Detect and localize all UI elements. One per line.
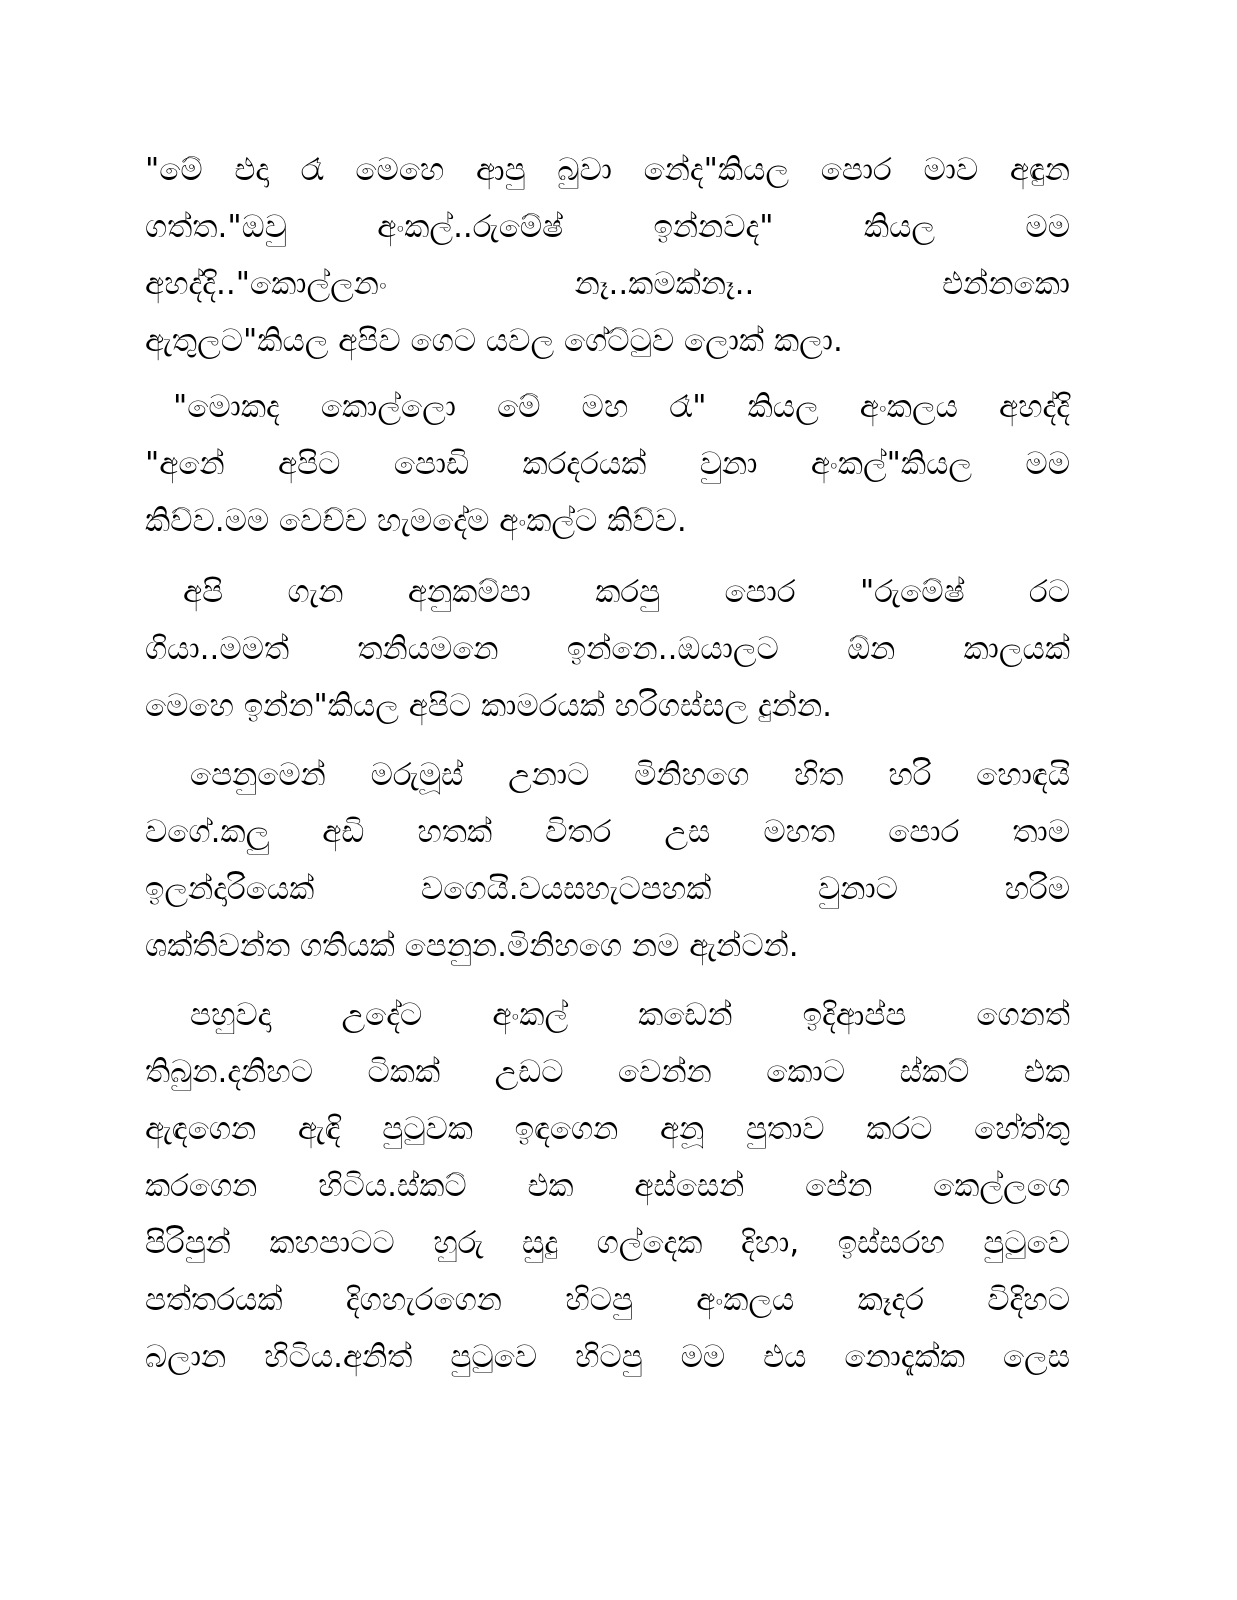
text-line: ඉලන්දාරියෙක් වගෙයි.වයසහැටපහක් වුනාට හරිම bbox=[145, 871, 1070, 907]
text-line: පෙනුමෙන් මරුමූස් උනාට මිනිහගෙ හිත හරි හොඳයි bbox=[190, 757, 1070, 793]
text-line: මෙහෙ ඉන්න"කියල අපිට කාමරයක් හරිගස්සල දුන්න. bbox=[145, 688, 832, 724]
text-line: කරගෙන හිටිය.ස්කට් එක අස්සෙන් පේන කෙල්ලගෙ bbox=[145, 1168, 1070, 1204]
paragraph-4 bbox=[145, 747, 1070, 975]
text-line: පත්තරයක් දිගහැරගෙන හිටපු අංකලය කෑදර විදිහට bbox=[145, 1282, 1070, 1318]
text-line: "මේ එදා රෑ මෙහෙ ආපු බුවා නේද"කියල පොර මාව අඳුන bbox=[145, 152, 1070, 188]
body-text bbox=[145, 142, 1070, 1386]
text-line: කිව්ව.මම වෙච්ච හැමදේම අංකල්ට කිව්ව. bbox=[145, 503, 687, 539]
text-line: ගියා..මමත් තනියමනෙ ඉන්නෙ..ඔයාලට ඕන කාලයක් bbox=[145, 631, 1070, 667]
paragraph-2 bbox=[145, 379, 1070, 550]
text-line: "අනේ අපිට පොඩි කරදරයක් වුනා අංකල්"කියල මම bbox=[145, 446, 1070, 482]
text-line: පහුවදා උදේට අංකල් කඩෙන් ඉදිආප්ප ගෙනත් bbox=[190, 997, 1070, 1033]
text-line: අහද්දි.."කොල්ලනං නෑ..කමක්නෑ.. එන්නකො bbox=[145, 266, 1070, 302]
paragraph-5 bbox=[145, 987, 1070, 1386]
text-line: ඇඳගෙන ඇඳි පුටුවක ඉඳගෙන අනූ පුතාව කරට හේත්තු bbox=[145, 1111, 1070, 1147]
text-line: ගත්ත."ඔවු අංකල්..රුමේෂ් ඉන්නවද" කියල මම bbox=[145, 209, 1070, 245]
text-line: ශක්තිවන්ත ගතියක් පෙනුන.මිනිහගෙ නම ඇන්ටන්. bbox=[145, 928, 799, 964]
text-line: පිරිපුන් කහපාටට හුරු සුදු ගල්දෙක දිහා, ඉස්සරහ පුටුවෙ bbox=[145, 1225, 1070, 1261]
paragraph-1 bbox=[145, 142, 1070, 370]
text-line: "මොකද කොල්ලො මේ මහ රෑ" කියල අංකලය අහද්දි bbox=[173, 389, 1070, 425]
text-line: ඇතුලට"කියල අපිව ගෙට යවල ගේට්ටුව ලොක් කලා. bbox=[145, 323, 843, 359]
text-line: අපි ගැන අනුකම්පා කරපු පොර "රුමේෂ් රට bbox=[183, 574, 1070, 610]
paragraph-3 bbox=[145, 564, 1070, 735]
text-line: බලාන හිටිය.අනිත් පුටුවෙ හිටපු මම එය නොදැක්ක ලෙස bbox=[145, 1339, 1070, 1375]
text-line: තිබුන.දනිහට ටිකක් උඩට වෙන්න කොට ස්කට් එක bbox=[145, 1054, 1070, 1090]
text-line: වගේ.කලු අඩි හතක් විතර උස මහත පොර තාම bbox=[145, 814, 1070, 850]
